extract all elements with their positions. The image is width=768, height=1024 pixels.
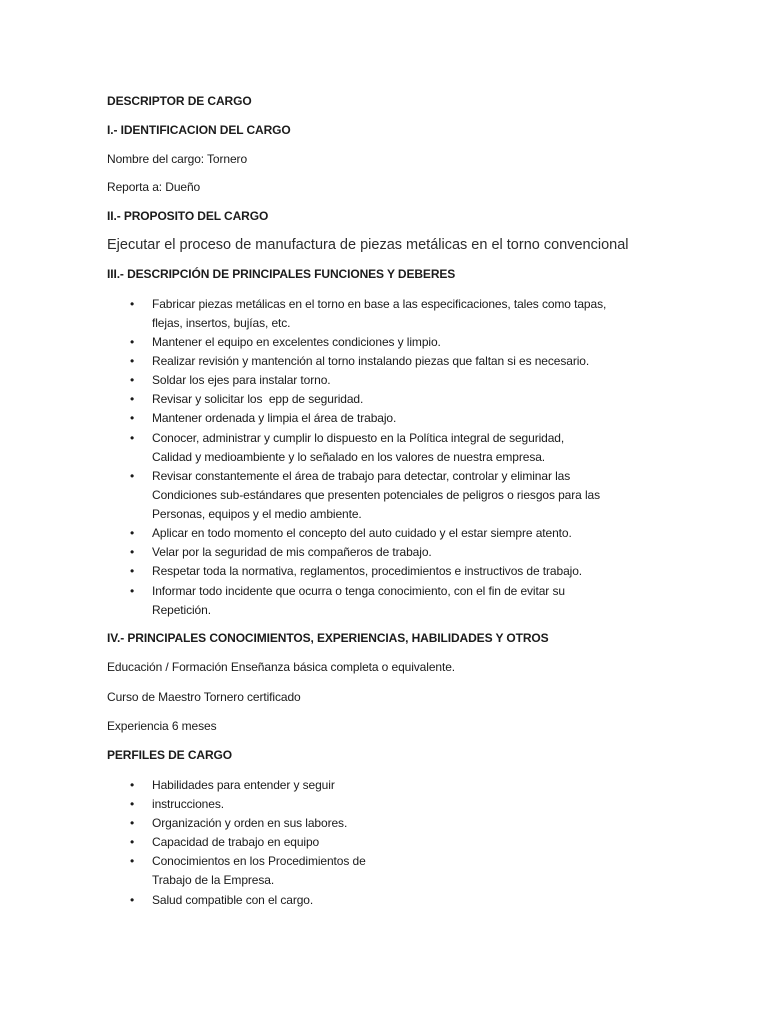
list-item: [152, 852, 712, 890]
list-item: [152, 891, 712, 910]
education-line: Educación / Formación Enseñanza básica completa o equivalente.: [107, 659, 456, 674]
list-item: [152, 371, 712, 390]
section-3-heading: III.- DESCRIPCIÓN DE PRINCIPALES FUNCIONES Y DEBERES: [107, 266, 456, 281]
bullet-marker: [130, 524, 134, 543]
bullet-marker: [130, 429, 134, 448]
purpose-text: Ejecutar el proceso de manufactura de piezas metálicas en el torno convencional: [107, 237, 629, 253]
list-item-text: Revisar constantemente el área de trabajo para detectar, controlar y eliminar las: [152, 468, 571, 483]
list-item-text: Personas, equipos y el medio ambiente.: [152, 506, 362, 521]
list-item-text: Repetición.: [152, 602, 211, 617]
bullet-marker: [130, 543, 134, 562]
list-item: [152, 814, 712, 833]
bullet-marker: [130, 409, 134, 428]
list-item: [152, 352, 712, 371]
list-item-text: flejas, insertos, bujías, etc.: [152, 315, 291, 330]
list-item: [152, 562, 712, 581]
list-item-text: Salud compatible con el cargo.: [152, 892, 314, 907]
course-line: Curso de Maestro Tornero certificado: [107, 689, 301, 704]
bullet-marker: [130, 390, 134, 409]
list-item-text: Respetar toda la normativa, reglamentos, procedimientos e instructivos de trabajo.: [152, 563, 583, 578]
bullet-marker: [130, 776, 134, 795]
profiles-heading: PERFILES DE CARGO: [107, 747, 232, 762]
section-2-heading: II.- PROPOSITO DEL CARGO: [107, 208, 269, 223]
job-name-line: Nombre del cargo: Tornero: [107, 151, 248, 166]
list-item: [152, 795, 712, 814]
list-item-text: Calidad y medioambiente y lo señalado en los valores de nuestra empresa.: [152, 449, 546, 464]
document-title: DESCRIPTOR DE CARGO: [107, 93, 252, 108]
list-item-text: Revisar y solicitar los epp de seguridad.: [152, 391, 364, 406]
bullet-marker: [130, 352, 134, 371]
list-item-text: Organización y orden en sus labores.: [152, 815, 348, 830]
list-item-text: Realizar revisión y mantención al torno instalando piezas que faltan si es necesario.: [152, 353, 590, 368]
list-item-text: Mantener ordenada y limpia el área de trabajo.: [152, 410, 397, 425]
bullet-marker: [130, 814, 134, 833]
bullet-marker: [130, 582, 134, 601]
list-item-text: Habilidades para entender y seguir: [152, 777, 335, 792]
list-item: [152, 543, 712, 562]
section-1-heading: I.- IDENTIFICACION DEL CARGO: [107, 122, 291, 137]
list-item-text: Conocer, administrar y cumplir lo dispuesto en la Política integral de seguridad,: [152, 430, 565, 445]
list-item: [152, 776, 712, 795]
list-item-text: instrucciones.: [152, 796, 224, 811]
list-item-text: Mantener el equipo en excelentes condiciones y limpio.: [152, 334, 441, 349]
experience-line: Experiencia 6 meses: [107, 718, 217, 733]
list-item: [152, 429, 712, 467]
list-item-text: Conocimientos en los Procedimientos de: [152, 853, 366, 868]
bullet-marker: [130, 891, 134, 910]
bullet-marker: [130, 795, 134, 814]
list-item-text: Capacidad de trabajo en equipo: [152, 834, 320, 849]
list-item: [152, 467, 712, 524]
bullet-marker: [130, 333, 134, 352]
reports-to-line: Reporta a: Dueño: [107, 179, 201, 194]
bullet-marker: [130, 562, 134, 581]
list-item: [152, 833, 712, 852]
list-item-text: Aplicar en todo momento el concepto del auto cuidado y el estar siempre atento.: [152, 525, 572, 540]
section-4-heading: IV.- PRINCIPALES CONOCIMIENTOS, EXPERIENCIAS, HABILIDADES Y OTROS: [107, 630, 549, 645]
list-item-text: Trabajo de la Empresa.: [152, 872, 275, 887]
list-item: [152, 524, 712, 543]
list-item: [152, 333, 712, 352]
list-item: [152, 582, 712, 620]
list-item-text: Velar por la seguridad de mis compañeros de trabajo.: [152, 544, 432, 559]
list-item: [152, 295, 712, 333]
bullet-marker: [130, 852, 134, 871]
bullet-marker: [130, 467, 134, 486]
bullet-marker: [130, 295, 134, 314]
list-item: [152, 409, 712, 428]
bullet-marker: [130, 833, 134, 852]
bullet-marker: [130, 371, 134, 390]
list-item-text: Informar todo incidente que ocurra o tenga conocimiento, con el fin de evitar su: [152, 583, 565, 598]
list-item-text: Soldar los ejes para instalar torno.: [152, 372, 331, 387]
list-item: [152, 390, 712, 409]
list-item-text: Condiciones sub-estándares que presenten potenciales de peligros o riesgos para las: [152, 487, 600, 502]
list-item-text: Fabricar piezas metálicas en el torno en base a las especificaciones, tales como tapas,: [152, 296, 607, 311]
